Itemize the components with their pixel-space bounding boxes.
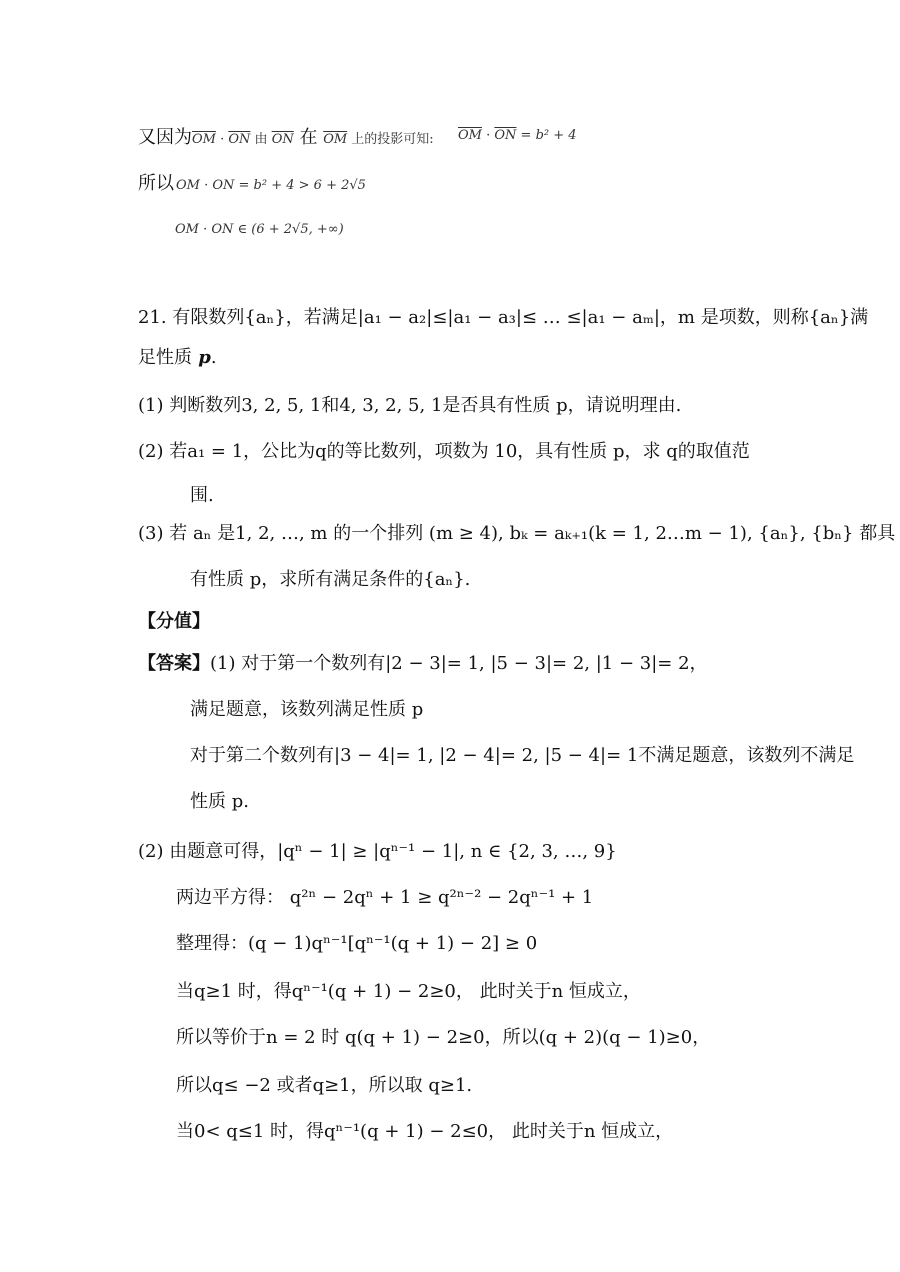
property-p: p (192, 347, 211, 368)
vector-on: $\overline{ON}$ (228, 132, 251, 147)
question-3: (3) 若 aₙ 是1, 2, …, m 的一个排列 (m ≥ 4), bₖ = aₖ₊₁(k = 1, 2…m − 1), {aₙ}, {bₙ} 都具 (138, 523, 896, 544)
answer-2-line3: 整理得：(q − 1)qⁿ⁻¹[qⁿ⁻¹(q + 1) − 2] ≥ 0 (176, 933, 538, 954)
projection-line (138, 126, 434, 152)
text: (1) 对于第一个数列有|2 − 3|= 1, |5 − 3|= 2, |1 − 3|= 2， (210, 653, 708, 674)
vector-on: $\overline{ON}$ (494, 128, 517, 143)
answer-2-line4: 当q≥1 时，得qⁿ⁻¹(q + 1) − 2≥0， 此时关于n 恒成立， (176, 981, 641, 1002)
text: 足性质 (138, 347, 192, 368)
text: 在 (293, 127, 324, 148)
problem-statement-line1: 21. 有限数列{aₙ}，若满足|a₁ − a₂|≤|a₁ − a₃|≤ … ≤|a₁ − aₘ|，m 是项数，则称{aₙ}满 (138, 307, 869, 328)
answer-2-line5: 所以等价于n = 2 时 q(q + 1) − 2≥0，所以(q + 2)(q − 1)≥0， (176, 1027, 711, 1048)
text: 所以 (138, 173, 174, 194)
answer-1-line2: 满足题意，该数列满足性质 p (190, 699, 424, 720)
formula: OM · ON = b² + 4 > 6 + 2√5 (176, 178, 366, 193)
question-1: (1) 判断数列3, 2, 5, 1和4, 3, 2, 5, 1是否具有性质 p，请说明理由. (138, 395, 682, 416)
vector-om: $\overline{OM}$ (323, 132, 348, 147)
answer-2-line1: (2) 由题意可得，|qⁿ − 1| ≥ |qⁿ⁻¹ − 1|, n ∈ {2, 3, …, 9} (138, 841, 617, 862)
answer-2-line2: 两边平方得： q²ⁿ − 2qⁿ + 1 ≥ q²ⁿ⁻² − 2qⁿ⁻¹ + 1 (176, 887, 594, 908)
answer-1-line4: 性质 p. (190, 791, 249, 812)
question-3-cont: 有性质 p，求所有满足条件的{aₙ}. (190, 569, 471, 590)
dot: · (215, 132, 229, 147)
vector-on: $\overline{ON}$ (271, 132, 294, 147)
answer-2-line7: 当0< q≤1 时，得qⁿ⁻¹(q + 1) − 2≤0， 此时关于n 恒成立， (176, 1121, 674, 1142)
answer-label: 【答案】 (138, 653, 210, 674)
formula: = b² + 4 (516, 128, 577, 143)
text: . (210, 347, 217, 368)
vector-om: $\overline{OM}$ (192, 132, 216, 147)
vector-om: $\overline{OM}$ (458, 128, 482, 143)
question-2: (2) 若a₁ = 1，公比为q的等比数列，项数为 10，具有性质 p，求 q的取值范 (138, 441, 750, 462)
answer-1-line3: 对于第二个数列有|3 − 4|= 1, |2 − 4|= 2, |5 − 4|= 1不满足题意，该数列不满足 (190, 745, 855, 766)
projection-result (458, 124, 577, 148)
problem-statement-line2 (138, 346, 217, 370)
answer-2-line6: 所以q≤ −2 或者q≥1，所以取 q≥1. (176, 1075, 473, 1096)
question-2-cont: 围. (190, 485, 214, 506)
text: 上的投影可知: (347, 132, 434, 147)
range-formula: OM · ON ∈ (6 + 2√5, +∞) (175, 222, 344, 237)
text: 又因为 (138, 127, 192, 148)
so-line (138, 172, 366, 198)
dot: · (481, 128, 495, 143)
answer-1-line1 (138, 652, 708, 676)
score-label: 【分值】 (138, 611, 210, 632)
text: 由 (250, 132, 272, 147)
